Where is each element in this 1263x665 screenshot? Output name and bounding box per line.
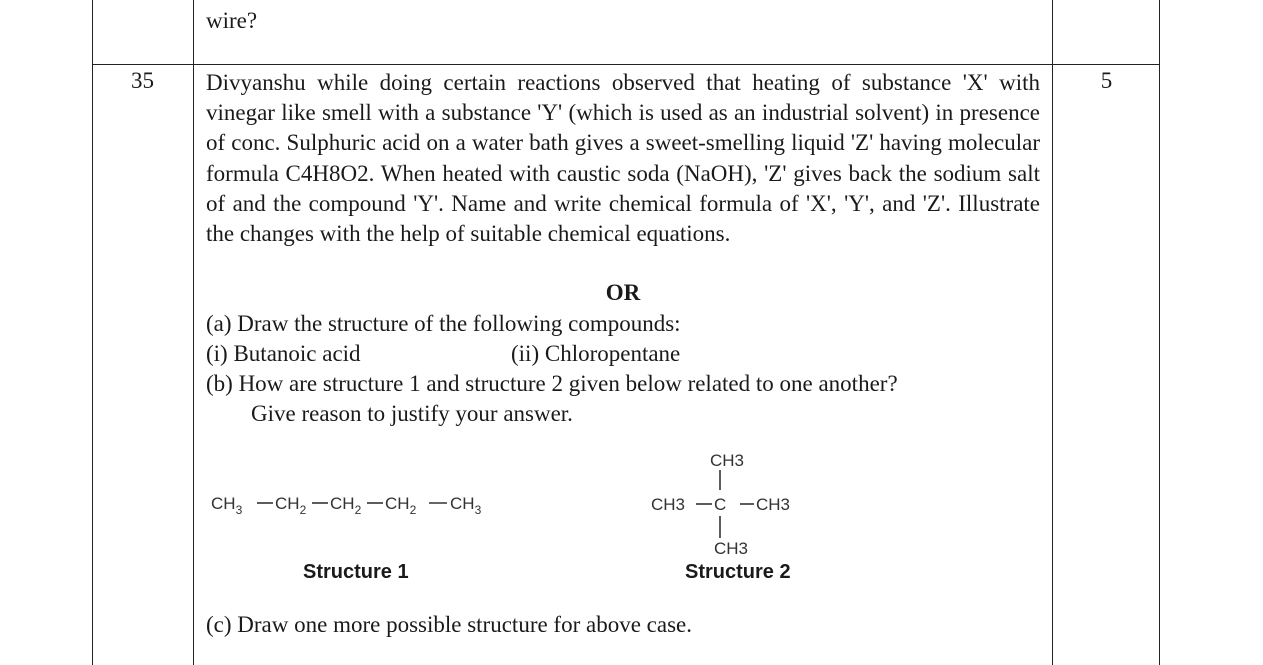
part-a-item-i: (i) Butanoic acid (206, 341, 361, 366)
part-c-prompt: (c) Draw one more possible structure for above case. (206, 612, 692, 637)
svg-text:CH2 (275, 494, 307, 517)
s1-sub-1: 3 (235, 503, 243, 517)
part-a-prompt: (a) Draw the structure of the following compounds: (206, 311, 681, 336)
svg-text:CH2 (385, 494, 417, 517)
table-border-right (1159, 0, 1160, 665)
part-a-item-ii: (ii) Chloropentane (511, 341, 681, 366)
s1-ch-4: CH (385, 494, 410, 513)
prev-question-tail: wire? (206, 8, 258, 33)
structure-2-formula (640, 442, 820, 560)
svg-text:CH2 (330, 494, 362, 517)
table-border-marks (1052, 0, 1053, 665)
s2-bottom-group: CH3 (714, 539, 749, 558)
row-divider (92, 64, 1160, 65)
svg-text:CH3 (450, 494, 482, 517)
s1-ch-1: CH (211, 494, 236, 513)
structure-2-label: Structure 2 (685, 561, 791, 583)
s1-sub-5: 3 (474, 503, 482, 517)
s2-center-carbon: C (714, 495, 727, 514)
svg-text:CH3 (211, 494, 243, 517)
question-number: 35 (131, 68, 154, 93)
or-separator: OR (605, 280, 641, 305)
part-b-prompt-cont: Give reason to justify your answer. (251, 401, 573, 426)
s2-left-group: CH3 (651, 495, 686, 514)
s2-right-group: CH3 (756, 495, 791, 514)
part-b-prompt: (b) How are structure 1 and structure 2 given below related to one another? (206, 371, 898, 396)
s1-sub-3: 2 (354, 503, 362, 517)
s1-ch-2: CH (275, 494, 300, 513)
structure-1-label: Structure 1 (303, 561, 409, 583)
s1-sub-4: 2 (409, 503, 417, 517)
table-border-qno (193, 0, 194, 665)
question-marks: 5 (1100, 68, 1113, 93)
s2-top-group: CH3 (710, 451, 745, 470)
table-border-left (92, 0, 93, 665)
question-body: Divyanshu while doing certain reactions observed that heating of substance 'X' with vinegar like smell with a substance 'Y' (which is used as an industrial solvent) in presence of conc. Sulphuric acid on a water bath gives a sweet-smelling liquid 'Z' having molecular formula C4H8O2. When heated with caustic soda (NaOH), 'Z' gives back the sodium salt of and the compound 'Y'. Name and write chemical formula of 'X', 'Y', and 'Z'. Illustrate the changes with the help of suitable chemical equations. (206, 70, 1040, 247)
s1-ch-5: CH (450, 494, 475, 513)
s1-ch-3: CH (330, 494, 355, 513)
structure-1-formula (205, 486, 505, 522)
s1-sub-2: 2 (299, 503, 307, 517)
